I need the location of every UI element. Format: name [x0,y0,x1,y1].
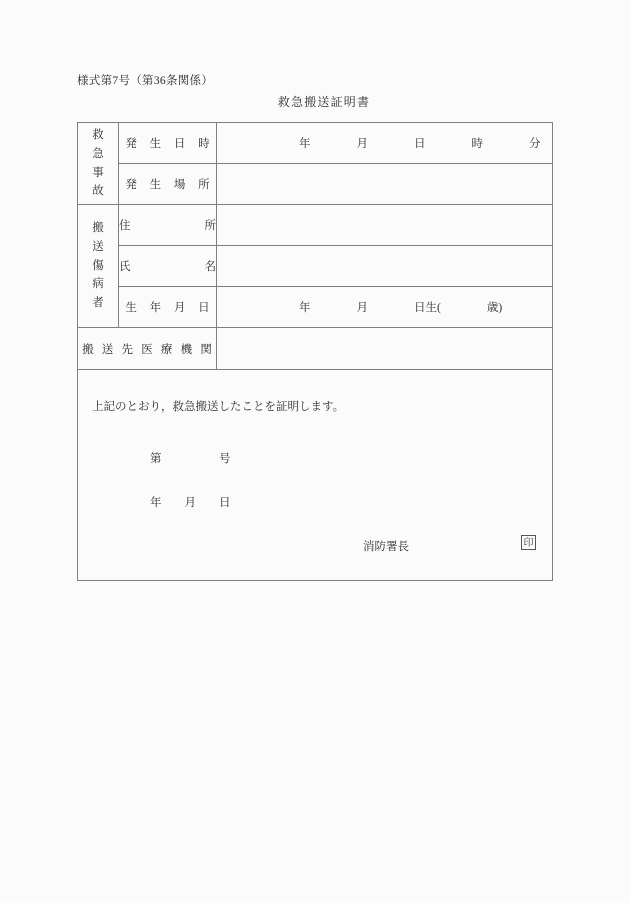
label-char: 住 [119,220,131,232]
label-char: 送 [101,343,114,356]
row-value-occurrence-datetime[interactable] [217,123,553,164]
table-row [78,205,553,246]
label-char: 先 [121,343,133,356]
form-code: 様式第7号（第36条関係） [77,75,214,87]
issue-date-line[interactable]: 年 月 日 [150,497,231,509]
row-value-name[interactable] [217,246,553,287]
row-label-occurrence-place-text [119,176,216,192]
group-label-patient-text: 搬送傷病者 [92,222,104,309]
table-row [78,370,553,581]
label-char: 医 [141,343,153,356]
row-label-hospital [78,328,217,370]
signature-row [78,538,552,558]
label-char: 機 [180,343,193,356]
table-row [78,328,553,370]
row-label-name [119,246,217,287]
table-row [78,246,553,287]
label-char: 発 [125,179,137,191]
table-row [78,123,553,164]
label-char: 時 [198,138,210,150]
row-value-address[interactable] [217,205,553,246]
table-row [78,164,553,205]
row-value-occurrence-place[interactable] [217,164,553,205]
label-char: 名 [204,261,216,273]
signer-title: 消防署長 [363,541,409,553]
label-char: 年 [149,302,162,314]
row-label-hospital-text [78,341,216,357]
row-label-occurrence-datetime-text [119,135,216,151]
row-label-birthdate [119,287,217,328]
label-char: 療 [160,343,173,356]
label-char: 所 [198,179,210,191]
label-char: 日 [198,302,210,314]
group-label-accident [78,123,119,205]
row-value-birthdate[interactable] [217,287,553,328]
row-label-birthdate-text [119,299,216,315]
label-char: 発 [125,138,137,150]
label-char: 生 [149,138,162,150]
label-char: 搬 [82,343,94,356]
certification-statement: 上記のとおり，救急搬送したことを証明します。 [92,401,345,413]
label-char: 生 [149,179,162,191]
label-char: 月 [173,302,186,314]
label-char: 場 [173,179,186,191]
statement-block [78,370,553,581]
row-label-occurrence-datetime [119,123,217,164]
group-label-patient [78,205,119,328]
group-label-accident-text: 救急事故 [92,129,104,198]
label-char: 氏 [119,261,131,273]
seal-box[interactable]: 印 [521,535,536,550]
label-char: 関 [200,343,212,356]
row-label-name-text [119,258,216,274]
birthdate-placeholder: 年 月 日生( 歳) [299,302,503,314]
occurrence-datetime-placeholder: 年 月 日 時 分 [299,138,541,150]
document-number-line[interactable]: 第 号 [150,453,231,465]
certificate-table [77,122,553,581]
table-row [78,287,553,328]
row-label-occurrence-place [119,164,217,205]
page-title: 救急搬送証明書 [277,95,371,109]
label-char: 日 [173,138,186,150]
row-label-address-text [119,217,216,233]
label-char: 所 [204,220,216,232]
row-value-hospital[interactable] [217,328,553,370]
label-char: 生 [125,302,137,314]
row-label-address [119,205,217,246]
